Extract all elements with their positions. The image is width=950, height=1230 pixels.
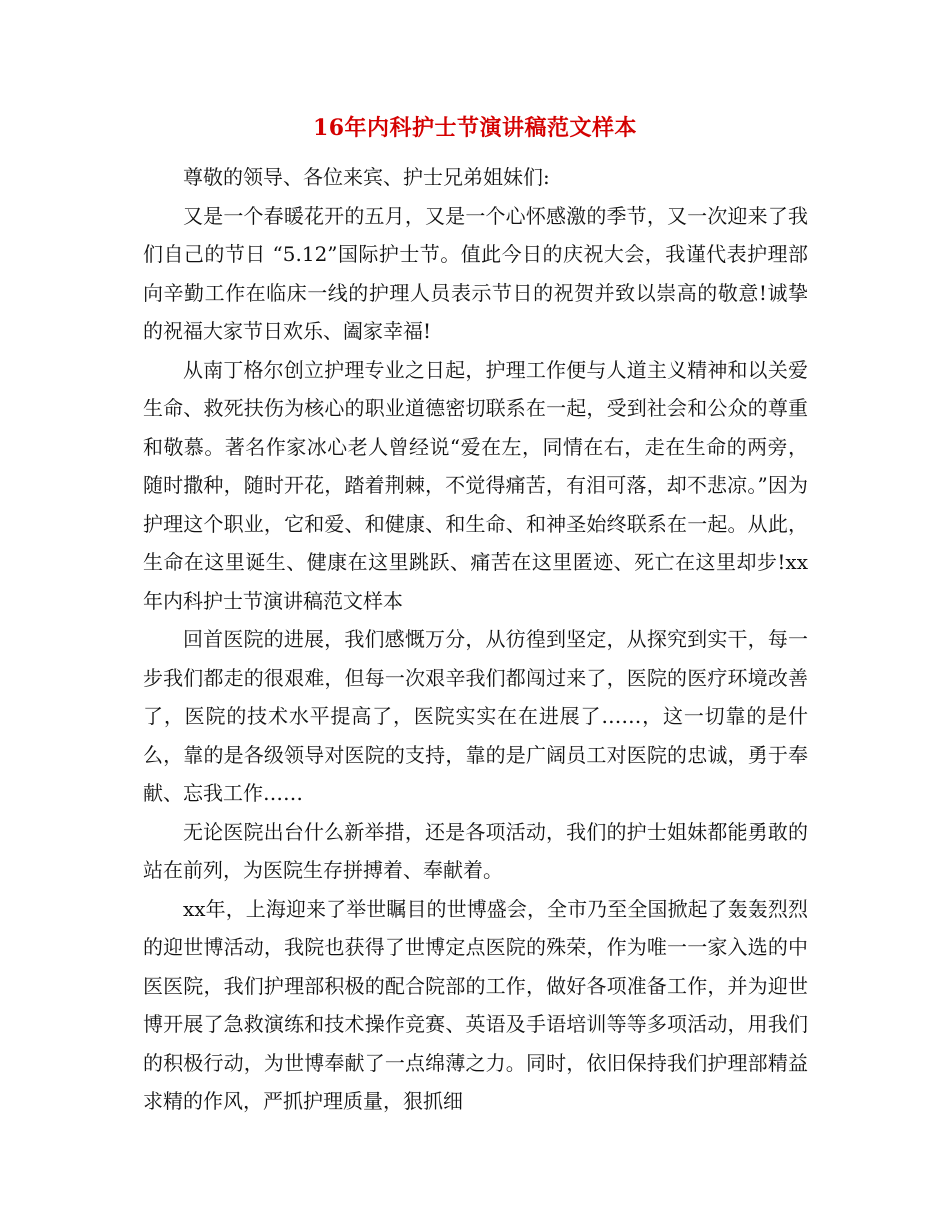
paragraph: 从南丁格尔创立护理专业之日起，护理工作便与人道主义精神和以关爱生命、救死扶伤为核心的职业道德密切联系在一起，受到社会和公众的尊重和敬慕。著名作家冰心老人曾经说“爱在左，同情在右，走在生命的两旁，随时撒种，随时开花，踏着荆棘，不觉得痛苦，有泪可落，却不悲凉。”因为护理这个职业，它和爱、和健康、和生命、和神圣始终联系在一起。从此，生命在这里诞生、健康在这里跳跃、痛苦在这里匿迹、死亡在这里却步!xx年内科护士节演讲稿范文样本 — [143, 357, 808, 613]
document-body — [143, 158, 808, 1121]
document-title: 16年内科护士节演讲稿范文样本 — [312, 115, 638, 141]
paragraph: 无论医院出台什么新举措，还是各项活动，我们的护士姐妹都能勇敢的站在前列，为医院生存拼搏着、奉献着。 — [143, 819, 808, 882]
paragraph: 回首医院的进展，我们感慨万分，从彷徨到坚定，从探究到实干，每一步我们都走的很艰难，但每一次艰辛我们都闯过来了，医院的医疗环境改善了，医院的技术水平提高了，医院实实在在进展了……，这一切靠的是什么，靠的是各级领导对医院的支持，靠的是广阔员工对医院的忠诚，勇于奉献、忘我工作…… — [143, 627, 808, 805]
paragraph: 又是一个春暖花开的五月，又是一个心怀感激的季节，又一次迎来了我们自己的节日 “5.12”国际护士节。值此今日的庆祝大会，我谨代表护理部向辛勤工作在临床一线的护理人员表示节日的祝贺并致以崇高的敬意!诚挚的祝福大家节日欢乐、阖家幸福! — [143, 203, 808, 343]
paragraph: xx年，上海迎来了举世瞩目的世博盛会，全市乃至全国掀起了轰轰烈烈的迎世博活动，我院也获得了世博定点医院的殊荣，作为唯一一家入选的中医医院，我们护理部积极的配合院部的工作，做好各项准备工作，并为迎世博开展了急救演练和技术操作竞赛、英语及手语培训等等多项活动，用我们的积极行动，为世博奉献了一点绵薄之力。同时，依旧保持我们护理部精益求精的作风，严抓护理质量，狠抓细 — [143, 896, 808, 1113]
paragraph-salutation: 尊敬的领导、各位来宾、护士兄弟姐妹们: — [183, 165, 550, 189]
